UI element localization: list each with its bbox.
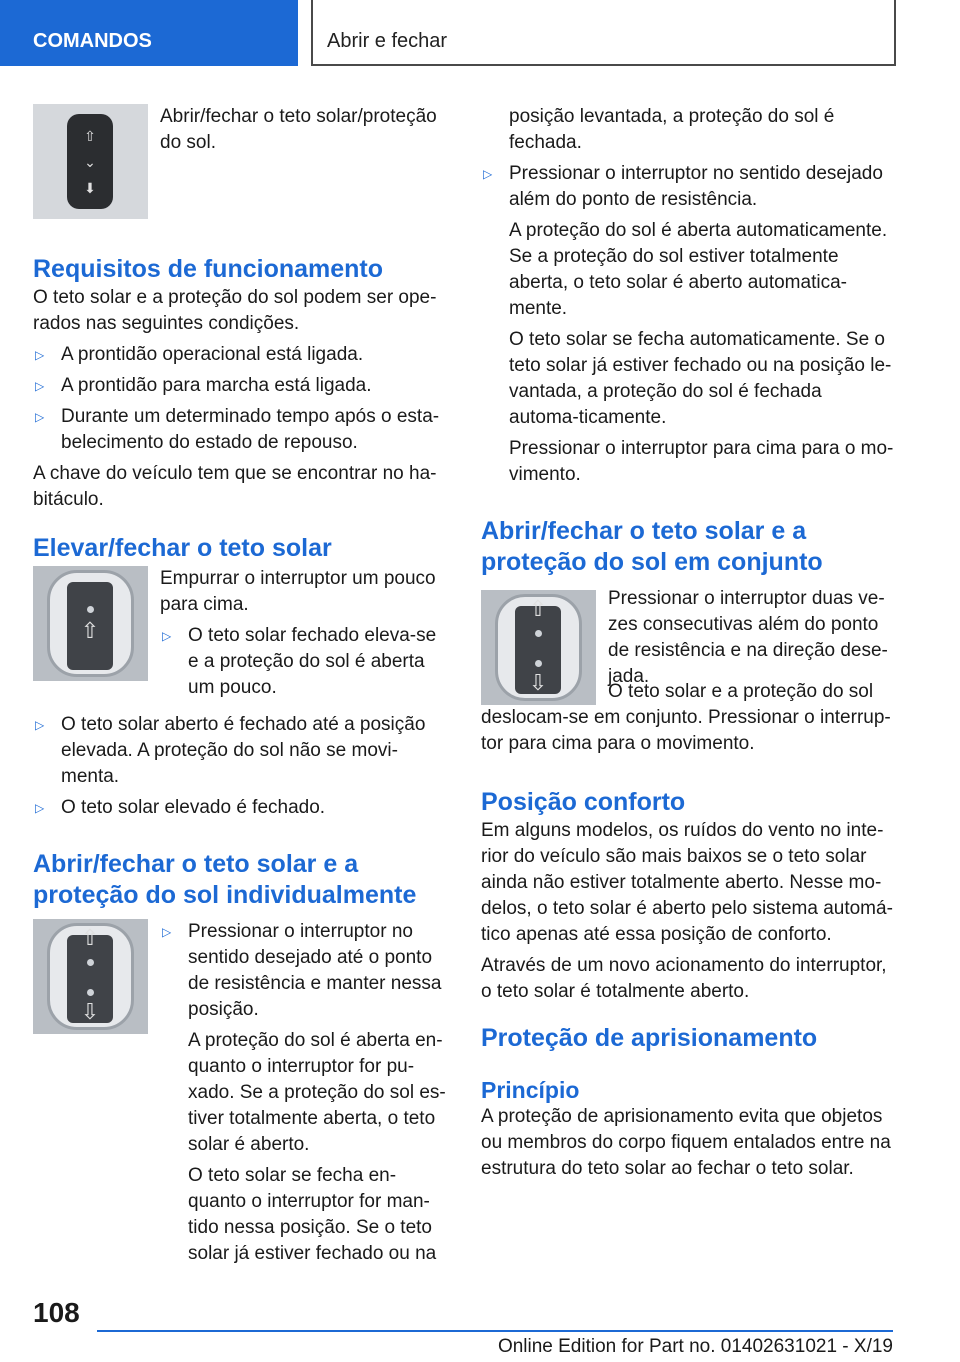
section-heading-raise: Elevar/fechar o teto solar — [33, 534, 332, 562]
requirements-text: O teto solar e a proteção do sol podem ser ope-rados nas seguintes condições. — [33, 287, 437, 334]
roof-switch-image — [33, 104, 148, 219]
arrow-down-icon: ⬇ — [84, 180, 96, 196]
switch-figure-row — [33, 104, 447, 226]
section-heading-individual: Abrir/fechar o teto solar e a proteção do sol individualmente — [33, 850, 417, 909]
list-item: ▷ Pressionar o interruptor no sentido desejado além do ponto de resistência. — [481, 161, 895, 213]
list-item: ▷ A prontidão para marcha está ligada. — [33, 373, 447, 399]
section-tab — [0, 0, 298, 66]
section-heading-together: Abrir/fechar o teto solar e a proteção do sol em conjunto — [481, 517, 823, 576]
list-item: ▷ A prontidão operacional está ligada. — [33, 342, 447, 368]
right-column — [481, 104, 895, 1187]
comfort-text-2: Através de um novo acionamento do interruptor, o teto solar é totalmente aberto. — [481, 955, 887, 1002]
bullet-icon: ▷ — [35, 718, 45, 732]
section-heading-requirements: Requisitos de funcionamento — [33, 255, 384, 283]
tilt-icon: ⌄ — [84, 154, 96, 170]
bullet-icon: ▷ — [35, 801, 45, 815]
footer-edition: Online Edition for Part no. 01402631021 - X/19 — [497, 1336, 893, 1357]
together-text-2: O teto solar e a proteção do sol deslocam-se em conjunto. Pressionar o interrup-tor para cima para o movimento. — [481, 681, 891, 754]
left-column — [33, 104, 447, 1272]
arrow-up-icon: ⇧ — [80, 925, 100, 950]
raise-figure-row — [33, 566, 447, 706]
principle-text: A proteção de aprisionamento evita que objetos ou membros do corpo fiquem entalados entre na estrutura do teto solar ao fechar o teto solar. — [481, 1106, 891, 1179]
bullet-icon: ▷ — [35, 348, 45, 362]
chapter-header — [311, 0, 896, 66]
individual-text-1: A proteção do sol é aberta en-quanto o interruptor for pu-xado. Se a proteção do sol es-tiver totalmente aberta, o teto solar é aberto. — [188, 1030, 446, 1155]
list-item: ▷ O teto solar elevado é fechado. — [33, 795, 447, 821]
arrow-down-icon: ⇩ — [528, 670, 548, 695]
subheading-principle: Princípio — [481, 1077, 580, 1103]
key-note-text: A chave do veículo tem que se encontrar no ha-bitáculo. — [33, 463, 437, 510]
list-item: ▷ Durante um determinado tempo após o esta-belecimento do estado de repouso. — [33, 404, 447, 456]
bullet-icon: ▷ — [483, 167, 493, 181]
bullet-icon: ▷ — [35, 379, 45, 393]
continued-text: posição levantada, a proteção do sol é fechada. — [509, 106, 835, 153]
footer-divider — [97, 1330, 893, 1332]
roof-control-image — [33, 566, 148, 681]
individual-text-2: O teto solar se fecha en-quanto o interruptor for man-tido nessa posição. Se o teto solar já estiver fechado ou na — [188, 1165, 437, 1264]
chapter-title: Abrir e fechar — [327, 30, 448, 52]
list-item: ▷ O teto solar fechado eleva-se e a proteção do sol é aberta um pouco. — [160, 623, 447, 701]
arrow-up-icon: ⇧ — [528, 596, 548, 621]
individual-figure-row — [33, 919, 447, 1272]
auto-close-text: O teto solar se fecha automaticamente. Se o teto solar já estiver fechado ou na posição le-vantada, a proteção do sol é fechada automa-ticamente. — [509, 329, 892, 428]
arrow-down-icon: ⇩ — [80, 999, 100, 1024]
bullet-icon: ▷ — [162, 925, 172, 939]
bullet-icon: ▷ — [162, 629, 172, 643]
list-item: ▷ O teto solar aberto é fechado até a posição elevada. A proteção do sol não se movi-menta. — [33, 712, 447, 790]
auto-open-text: A proteção do sol é aberta automaticamente. Se a proteção do sol estiver totalmente aberta, o teto solar é aberto automatica-mente. — [509, 220, 888, 319]
intro-text: Abrir/fechar o teto solar/proteção do sol. — [160, 106, 437, 153]
comfort-text-1: Em alguns modelos, os ruídos do vento no inte-rior do veículo são mais baixos se o teto solar ainda não estiver totalmente aberto. Nesse mo-delos, o teto solar é aberto pelo sistema automá-tico apenas até essa posição de conforto. — [481, 820, 893, 945]
list-item: ▷ Pressionar o interruptor no sentido desejado até o ponto de resistência e manter nessa posição. — [160, 919, 447, 1023]
section-heading-comfort: Posição conforto — [481, 788, 686, 816]
section-heading-pinch: Proteção de aprisionamento — [481, 1024, 818, 1052]
move-up-text: Pressionar o interruptor para cima para o mo-vimento. — [509, 438, 894, 485]
together-text: Pressionar o interruptor duas ve-zes consecutivas além do ponto de resistência e na direção dese-jada. — [608, 588, 888, 687]
page-number: 108 — [33, 1297, 80, 1328]
bullet-icon: ▷ — [35, 410, 45, 424]
section-label: COMANDOS — [33, 30, 152, 52]
roof-control-image — [33, 919, 148, 1034]
arrow-up-icon: ⇧ — [80, 618, 100, 643]
roof-control-image — [481, 590, 596, 705]
raise-text: Empurrar o interruptor um pouco para cima. — [160, 568, 436, 615]
tilt-up-icon: ⇧ — [84, 128, 96, 144]
